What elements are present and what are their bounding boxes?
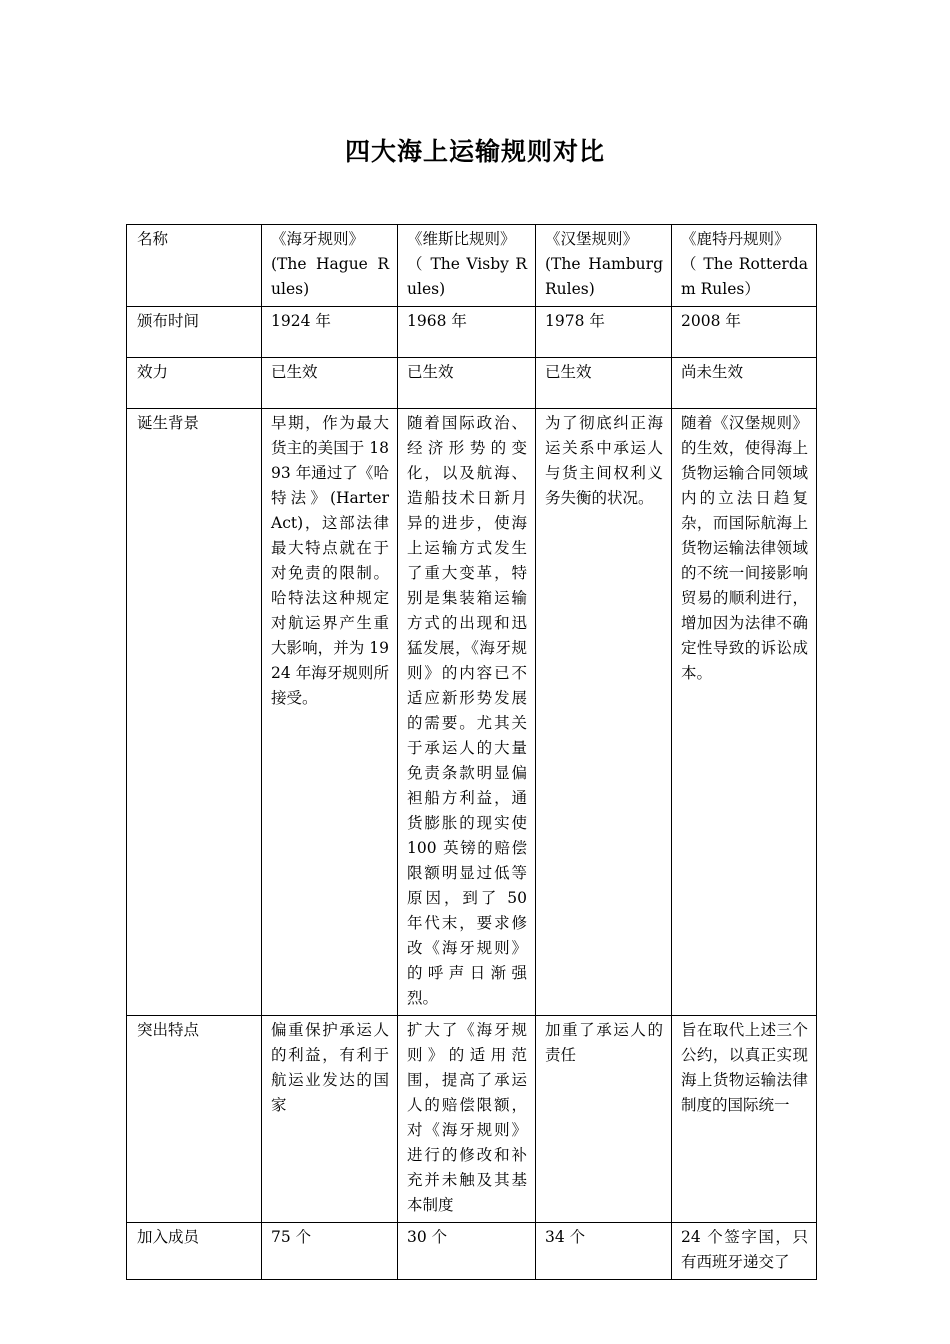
rule-name-cn: 《鹿特丹规则》 xyxy=(681,230,790,248)
rule-name-hamburg xyxy=(536,225,672,307)
table-cell: 已生效 xyxy=(398,358,536,409)
rule-name-cn: 《海牙规则》 xyxy=(271,230,365,248)
table-cell: 1968 年 xyxy=(398,307,536,358)
rule-name-en: （ The Visby Rules) xyxy=(407,255,527,298)
table-cell: 2008 年 xyxy=(672,307,817,358)
table-cell: 24 个签字国，只有西班牙递交了 xyxy=(672,1223,817,1280)
table-row-features xyxy=(127,1016,817,1223)
table-cell: 随着《汉堡规则》的生效，使得海上货物运输合同领域内的立法日趋复杂，而国际航海上货物运输法律领域的不统一间接影响贸易的顺利进行，增加因为法律不确定性导致的诉讼成本。 xyxy=(672,409,817,1016)
rule-name-rotterdam xyxy=(672,225,817,307)
table-cell: 为了彻底纠正海运关系中承运人与货主间权利义务失衡的状况。 xyxy=(536,409,672,1016)
row-label-status: 效力 xyxy=(127,358,262,409)
table-cell: 30 个 xyxy=(398,1223,536,1280)
table-cell: 随着国际政治、经济形势的变化，以及航海、造船技术日新月异的进步，使海上运输方式发生了重大变革，特别是集装箱运输方式的出现和迅猛发展，《海牙规则》的内容已不适应新形势发展的需要。尤其关于承运人的大量免责条款明显偏袒船方利益，通货膨胀的现实使 100 英镑的赔偿限额明显过低等原因，到了 50 年代末，要求修改《海牙规则》的呼声日渐强烈。 xyxy=(398,409,536,1016)
comparison-table xyxy=(126,224,817,1280)
rule-name-cn: 《维斯比规则》 xyxy=(407,230,516,248)
table-cell: 旨在取代上述三个公约，以真正实现海上货物运输法律制度的国际统一 xyxy=(672,1016,817,1223)
table-cell: 34 个 xyxy=(536,1223,672,1280)
table-cell: 75 个 xyxy=(262,1223,398,1280)
row-label-name: 名称 xyxy=(127,225,262,307)
table-cell: 尚未生效 xyxy=(672,358,817,409)
table-row-name xyxy=(127,225,817,307)
rule-name-hague xyxy=(262,225,398,307)
table-cell: 偏重保护承运人的利益，有利于航运业发达的国家 xyxy=(262,1016,398,1223)
table-cell: 已生效 xyxy=(262,358,398,409)
rule-name-en: (The Hamburg Rules) xyxy=(545,255,663,298)
table-cell: 早期，作为最大货主的美国于 1893 年通过了《哈特法》(Harter Act)，这部法律最大特点就在于对免责的限制。哈特法这种规定对航运界产生重大影响，并为 1924 年海牙规则所接受。 xyxy=(262,409,398,1016)
row-label-background: 诞生背景 xyxy=(127,409,262,1016)
table-cell: 已生效 xyxy=(536,358,672,409)
rule-name-visby xyxy=(398,225,536,307)
table-row-background xyxy=(127,409,817,1016)
rule-name-cn: 《汉堡规则》 xyxy=(545,230,639,248)
row-label-date: 颁布时间 xyxy=(127,307,262,358)
row-label-features: 突出特点 xyxy=(127,1016,262,1223)
table-row-status xyxy=(127,358,817,409)
rule-name-en: （ The Rotterdam Rules） xyxy=(681,255,808,298)
table-cell: 1924 年 xyxy=(262,307,398,358)
rule-name-en: (The Hague Rules) xyxy=(271,255,389,298)
table-cell: 扩大了《海牙规则》的适用范围，提高了承运人的赔偿限额，对《海牙规则》进行的修改和补充并未触及其基本制度 xyxy=(398,1016,536,1223)
row-label-members: 加入成员 xyxy=(127,1223,262,1280)
page-title: 四大海上运输规则对比 xyxy=(344,137,605,166)
table-row-members xyxy=(127,1223,817,1280)
table-row-date xyxy=(127,307,817,358)
table-cell: 加重了承运人的责任 xyxy=(536,1016,672,1223)
table-cell: 1978 年 xyxy=(536,307,672,358)
